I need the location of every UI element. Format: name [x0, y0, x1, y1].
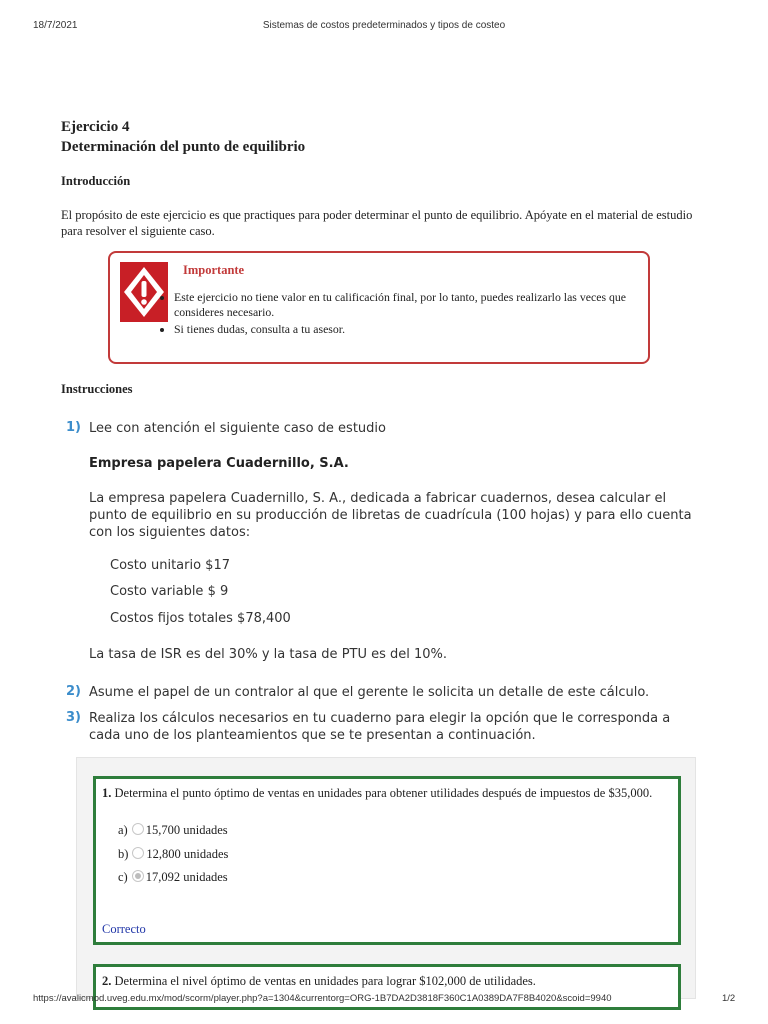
radio-button[interactable] — [132, 847, 144, 859]
step-text: Lee con atención el siguiente caso de estudio — [89, 421, 386, 436]
option-c[interactable] — [118, 870, 228, 885]
quiz-container — [76, 757, 696, 999]
option-b[interactable] — [118, 847, 228, 862]
option-letter: c) — [118, 870, 128, 884]
option-letter: a) — [118, 823, 128, 837]
question-text — [102, 785, 662, 801]
important-item: • Si tienes dudas, consulta a tu asesor. — [174, 322, 659, 337]
option-a[interactable] — [118, 823, 228, 838]
question-prompt: Determina el nivel óptimo de ventas en unidades para lograr $102,000 de utilidades. — [114, 974, 536, 988]
important-item: • Este ejercicio no tiene valor en tu calificación final, por lo tanto, puedes realizarlo las veces que consideres necesario. — [174, 290, 659, 320]
instructions-heading: Instrucciones — [61, 382, 133, 396]
case-data-item: Costo unitario $17 — [110, 558, 230, 573]
option-label: 15,700 unidades — [145, 823, 228, 837]
exercise-heading — [61, 117, 305, 157]
important-list — [156, 290, 659, 339]
case-description: La empresa papelera Cuadernillo, S. A., dedicada a fabricar cuadernos, desea calcular el punto de equilibrio en su producción de libretas de cuadrícula (100 hojas) y para ello cuenta con los siguientes datos: — [89, 491, 692, 540]
radio-button-selected[interactable] — [132, 870, 144, 882]
exercise-number: Ejercicio 4 — [61, 119, 130, 135]
question-prompt: Determina el punto óptimo de ventas en unidades para obtener utilidades después de impuestos de $35,000. — [114, 786, 653, 800]
step-number: 3) — [66, 710, 81, 725]
step-number: 1) — [66, 420, 81, 435]
important-box — [108, 251, 650, 364]
case-taxes: La tasa de ISR es del 30% y la tasa de PTU es del 10%. — [89, 647, 448, 662]
exercise-title: Determinación del punto de equilibrio — [61, 139, 306, 155]
case-data-item: Costos fijos totales $78,400 — [110, 611, 291, 626]
question-number: 2. — [102, 974, 112, 988]
important-title: Importante — [183, 263, 245, 277]
question-text — [102, 973, 662, 989]
print-title: Sistemas de costos predeterminados y tipos de costeo — [262, 20, 506, 31]
intro-heading: Introducción — [61, 174, 131, 188]
option-label: 17,092 unidades — [145, 870, 228, 884]
case-data-item: Costo variable $ 9 — [110, 584, 229, 599]
print-date: 18/7/2021 — [33, 20, 78, 31]
step-number: 2) — [66, 684, 81, 699]
feedback-text: Correcto — [102, 922, 146, 936]
print-url: https://avalicmod.uveg.edu.mx/mod/scorm/player.php?a=1304&currentorg=ORG-1B7DA2D3818F360C1A0389DA7F8B4020&scoid=9940 — [33, 993, 612, 1004]
option-label: 12,800 unidades — [146, 847, 229, 861]
question-number: 1. — [102, 786, 112, 800]
radio-button[interactable] — [132, 823, 144, 835]
question-box — [93, 776, 681, 945]
case-company: Empresa papelera Cuadernillo, S.A. — [89, 456, 349, 471]
step-text: Asume el papel de un contralor al que el gerente le solicita un detalle de este cálculo. — [89, 685, 650, 700]
option-letter: b) — [118, 847, 129, 861]
intro-text: El propósito de este ejercicio es que practiques para poder determinar el punto de equilibrio. Apóyate en el material de estudio para resolver el siguiente caso. — [61, 208, 693, 238]
step-text: Realiza los cálculos necesarios en tu cuaderno para elegir la opción que le corresponda a cada uno de los planteamientos que se te presentan a continuación. — [89, 711, 671, 743]
print-page-number: 1/2 — [722, 993, 736, 1004]
